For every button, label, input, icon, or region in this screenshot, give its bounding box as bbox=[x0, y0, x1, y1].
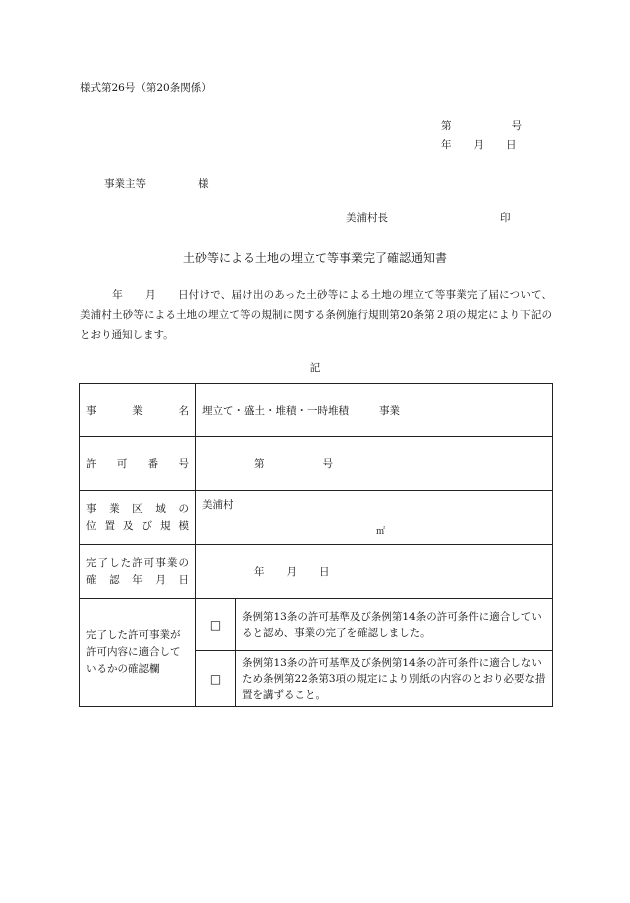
conformity-label: 完了した許可事業が許可内容に適合しているかの確認欄 bbox=[80, 599, 196, 707]
issue-date bbox=[441, 139, 517, 152]
note-mark: 記 bbox=[309, 362, 321, 374]
ref-dai: 第 bbox=[441, 120, 452, 132]
permit-go: 号 bbox=[322, 458, 333, 470]
body-text bbox=[80, 285, 552, 345]
date-month: 月 bbox=[473, 139, 484, 151]
row-conformity-1 bbox=[80, 599, 553, 651]
reference-number bbox=[441, 120, 522, 133]
seal-mark: 印 bbox=[500, 212, 511, 224]
ref-go: 号 bbox=[511, 120, 522, 132]
confirm-date-value bbox=[196, 545, 553, 599]
sender-name: 美浦村長 bbox=[346, 212, 388, 224]
confirm-date-label-line1: 完了した許可事業の bbox=[86, 556, 189, 569]
area-unit: ㎡ bbox=[376, 527, 386, 537]
confirmation-table bbox=[79, 383, 553, 707]
project-name-label: 事業名 bbox=[80, 384, 196, 437]
confirm-year: 年 bbox=[254, 566, 265, 578]
confirm-month: 月 bbox=[286, 566, 297, 578]
addressee-label: 事業主等 bbox=[104, 178, 146, 190]
addressee-honorific: 様 bbox=[198, 178, 209, 190]
conformity-checkbox-2[interactable]: □ bbox=[196, 651, 236, 707]
body-year: 年 bbox=[112, 289, 123, 301]
body-month: 月 bbox=[144, 289, 156, 301]
row-location bbox=[80, 491, 553, 545]
location-label-line1: 事業区域の bbox=[86, 502, 189, 515]
confirm-day: 日 bbox=[319, 566, 330, 578]
sender bbox=[346, 212, 511, 225]
location-label bbox=[80, 491, 196, 545]
location-village: 美浦村 bbox=[202, 499, 234, 511]
form-number: 様式第26号（第20条関係） bbox=[80, 82, 212, 94]
row-confirm-date bbox=[80, 545, 553, 599]
confirm-date-label bbox=[80, 545, 196, 599]
confirm-date-label-line2: 確認年月日 bbox=[86, 573, 189, 586]
project-suffix: 事業 bbox=[379, 404, 400, 417]
location-label-line2: 位置及び規模 bbox=[86, 519, 189, 532]
date-year: 年 bbox=[441, 139, 452, 151]
document-title: 土砂等による土地の埋立て等事業完了確認通知書 bbox=[182, 251, 447, 265]
conformity-condition-2: 条例第13条の許可基準及び条例第14条の許可条件に適合しないため条例第22条第3項の規定により別紙の内容のとおり必要な措置を講ずること。 bbox=[236, 651, 553, 707]
addressee bbox=[104, 178, 209, 191]
conformity-condition-1: 条例第13条の許可基準及び条例第14条の許可条件に適合していると認め、事業の完了を確認しました。 bbox=[236, 599, 553, 651]
row-permit-number bbox=[80, 437, 553, 491]
project-name-value bbox=[196, 384, 553, 437]
permit-number-label: 許可番号 bbox=[80, 437, 196, 491]
conformity-checkbox-1[interactable]: □ bbox=[196, 599, 236, 651]
permit-dai: 第 bbox=[254, 458, 265, 470]
body-paragraph: 日付けで、届け出のあった土砂等による土地の埋立て等事業完了届について、美浦村土砂等による土地の埋立て等の規制に関する条例施行規則第20条第２項の規定により下記のとおり通知します。 bbox=[80, 289, 553, 341]
date-day: 日 bbox=[506, 139, 517, 151]
row-project-name bbox=[80, 384, 553, 437]
project-types: 埋立て・盛土・堆積・一時堆積 bbox=[202, 404, 349, 417]
permit-number-value bbox=[196, 437, 553, 491]
location-value bbox=[196, 491, 553, 545]
